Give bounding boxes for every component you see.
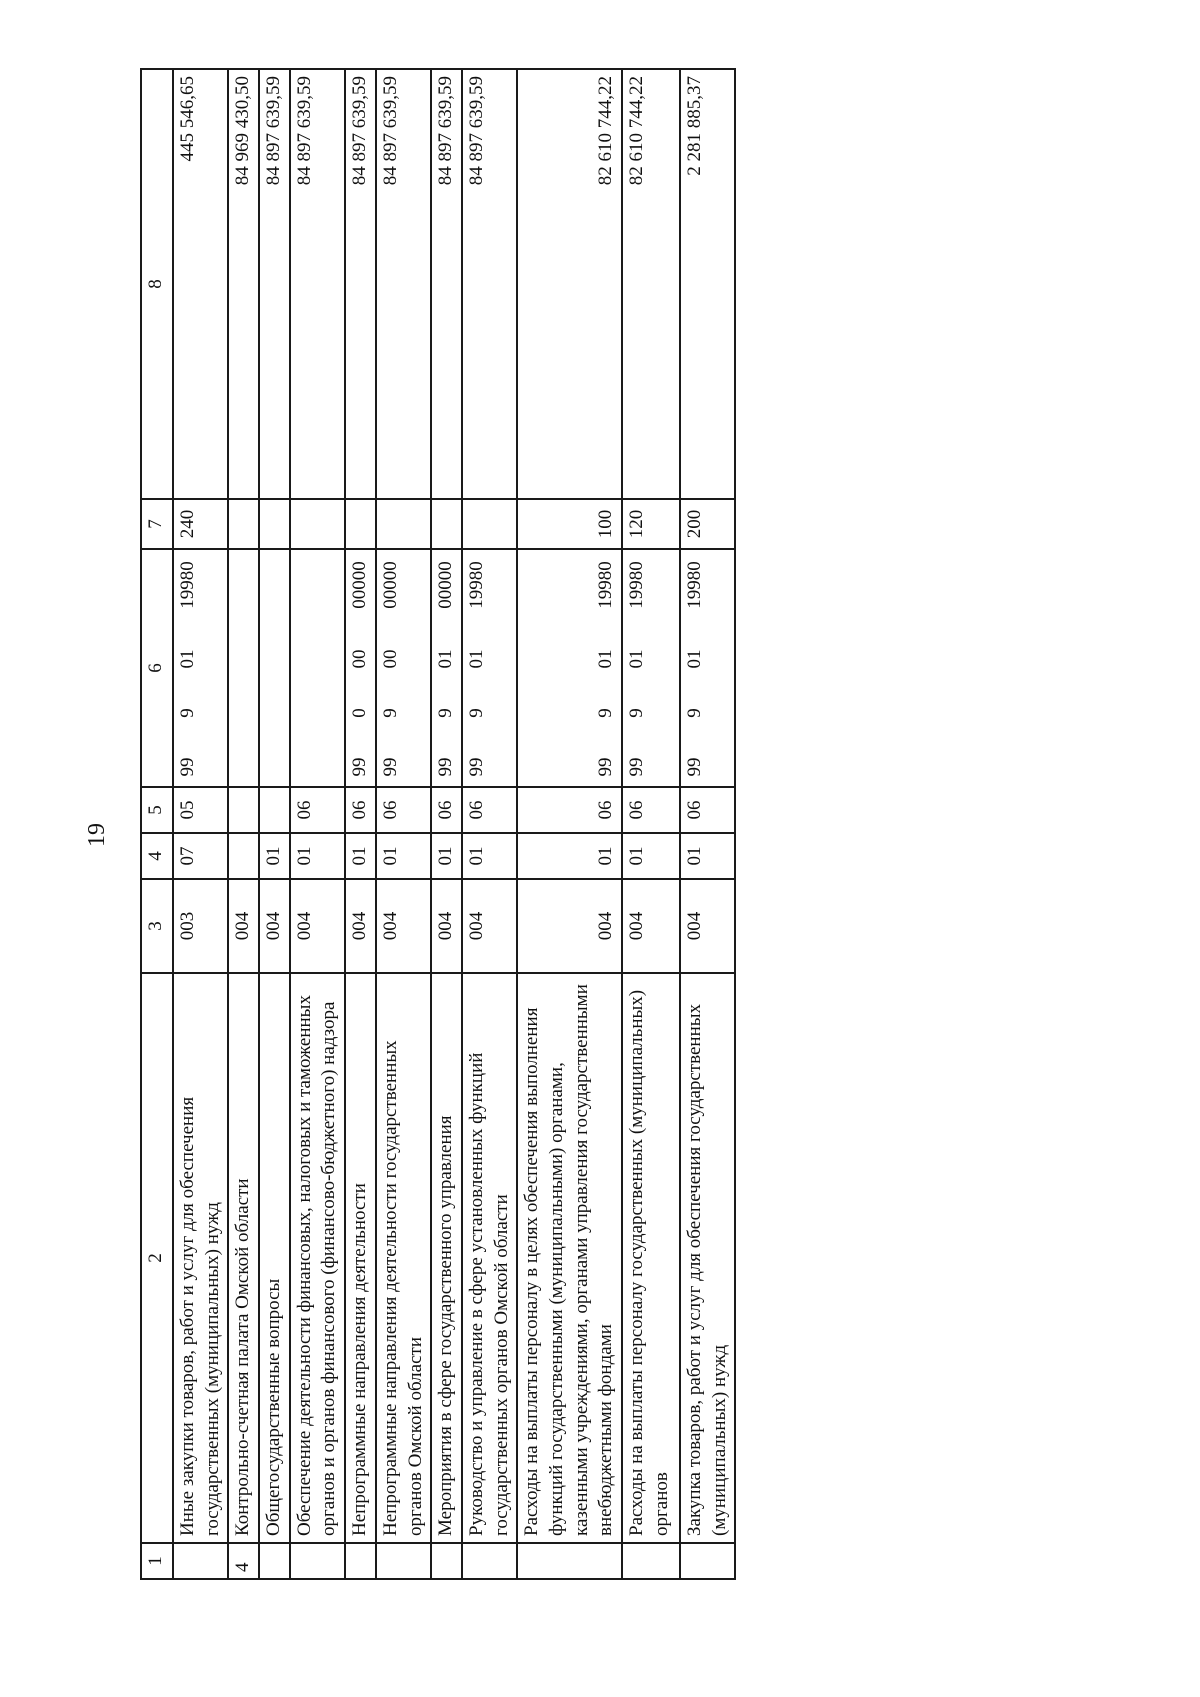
row-code-subsection: 05 xyxy=(173,787,228,833)
row-target-article xyxy=(376,549,431,787)
target-article-part-1: 99 xyxy=(465,757,487,777)
row-number xyxy=(462,1543,517,1579)
target-article-part-3: 01 xyxy=(177,649,198,669)
row-code-subsection: 06 xyxy=(622,787,680,833)
row-expense-type: 120 xyxy=(622,499,680,549)
row-amount: 84 897 639,59 xyxy=(431,69,462,499)
target-article-part-2: 9 xyxy=(379,708,401,718)
row-code-subsection xyxy=(228,787,259,833)
row-code-ministry: 004 xyxy=(431,879,462,973)
rotated-page-content xyxy=(140,70,736,1580)
row-amount: 84 897 639,59 xyxy=(259,69,290,499)
row-code-subsection: 06 xyxy=(290,787,345,833)
row-amount: 445 546,65 xyxy=(173,69,228,499)
table-row xyxy=(462,69,517,1579)
row-code-ministry: 004 xyxy=(290,879,345,973)
header-col-8: 8 xyxy=(141,69,173,499)
row-code-ministry: 004 xyxy=(622,879,680,973)
row-name: Общегосударственные вопросы xyxy=(259,973,290,1543)
row-expense-type: 200 xyxy=(680,499,735,549)
row-code-ministry: 004 xyxy=(376,879,431,973)
row-code-ministry: 003 xyxy=(173,879,228,973)
row-code-section: 01 xyxy=(462,833,517,879)
table-row xyxy=(290,69,345,1579)
target-article-part-4: 19980 xyxy=(177,561,198,609)
row-amount: 82 610 744,22 xyxy=(517,69,622,499)
target-article-part-4: 19980 xyxy=(595,561,617,609)
header-row xyxy=(141,69,173,1579)
target-article-part-3: 01 xyxy=(684,649,705,669)
row-amount: 84 897 639,59 xyxy=(462,69,517,499)
row-target-article xyxy=(259,549,290,787)
table-row xyxy=(622,69,680,1579)
row-name: Иные закупки товаров, работ и услуг для обеспечения государственных (муниципальных) нужд xyxy=(173,973,228,1543)
header-col-2: 2 xyxy=(141,973,173,1543)
table-row xyxy=(517,69,622,1579)
row-target-article xyxy=(173,549,228,787)
row-code-ministry: 004 xyxy=(228,879,259,973)
target-article-part-3: 00 xyxy=(349,649,371,669)
row-number xyxy=(376,1543,431,1579)
row-amount: 84 969 430,50 xyxy=(228,69,259,499)
target-article-part-3: 01 xyxy=(595,649,617,669)
header-col-7: 7 xyxy=(141,499,173,549)
target-article-part-3: 01 xyxy=(465,649,487,669)
target-article-part-2: 9 xyxy=(684,708,705,718)
target-article-part-3: 00 xyxy=(379,649,401,669)
budget-table xyxy=(140,68,736,1580)
row-expense-type xyxy=(259,499,290,549)
row-name: Расходы на выплаты персоналу в целях обеспечения выполнения функций государственными (муниципальными) органами, казенными учреждениями, органами управления государственными внебюджетными фондами xyxy=(517,973,622,1543)
row-target-article xyxy=(517,549,622,787)
row-expense-type xyxy=(228,499,259,549)
target-article-part-2: 9 xyxy=(465,708,487,718)
header-col-4: 4 xyxy=(141,833,173,879)
row-number xyxy=(173,1543,228,1579)
row-expense-type: 100 xyxy=(517,499,622,549)
row-number: 4 xyxy=(228,1543,259,1579)
row-expense-type xyxy=(462,499,517,549)
target-article-part-2: 9 xyxy=(595,708,617,718)
row-name: Мероприятия в сфере государственного управления xyxy=(431,973,462,1543)
row-code-section: 01 xyxy=(259,833,290,879)
row-expense-type xyxy=(376,499,431,549)
row-code-section: 01 xyxy=(345,833,376,879)
target-article-part-3: 01 xyxy=(626,649,647,669)
row-name: Обеспечение деятельности финансовых, налоговых и таможенных органов и органов финансового (финансово-бюджетного) надзора xyxy=(290,973,345,1543)
row-number xyxy=(259,1543,290,1579)
row-code-subsection: 06 xyxy=(431,787,462,833)
table-row xyxy=(228,69,259,1579)
target-article-part-1: 99 xyxy=(349,757,371,777)
row-code-section: 01 xyxy=(517,833,622,879)
row-number xyxy=(431,1543,462,1579)
row-number xyxy=(345,1543,376,1579)
row-code-section: 01 xyxy=(431,833,462,879)
row-expense-type xyxy=(431,499,462,549)
target-article-part-1: 99 xyxy=(435,757,457,777)
target-article-part-4: 19980 xyxy=(626,561,647,609)
target-article-part-2: 9 xyxy=(626,708,647,718)
row-amount: 2 281 885,37 xyxy=(680,69,735,499)
row-amount: 84 897 639,59 xyxy=(376,69,431,499)
row-amount: 82 610 744,22 xyxy=(622,69,680,499)
target-article-part-1: 99 xyxy=(626,757,647,777)
table-row xyxy=(431,69,462,1579)
target-article-part-3: 01 xyxy=(435,649,457,669)
row-expense-type xyxy=(345,499,376,549)
row-code-subsection: 06 xyxy=(376,787,431,833)
row-code-section: 01 xyxy=(290,833,345,879)
table-row xyxy=(259,69,290,1579)
row-name: Закупка товаров, работ и услуг для обеспечения государственных (муниципальных) нужд xyxy=(680,973,735,1543)
row-code-ministry: 004 xyxy=(680,879,735,973)
row-code-ministry: 004 xyxy=(462,879,517,973)
table-row xyxy=(680,69,735,1579)
row-code-section: 01 xyxy=(376,833,431,879)
header-col-3: 3 xyxy=(141,879,173,973)
target-article-part-4: 19980 xyxy=(684,561,705,609)
target-article-part-4: 00000 xyxy=(349,561,371,609)
row-code-ministry: 004 xyxy=(517,879,622,973)
target-article-part-4: 19980 xyxy=(465,561,487,609)
row-name: Непрограммные направления деятельности xyxy=(345,973,376,1543)
row-name: Руководство и управление в сфере установленных функций государственных органов Омской области xyxy=(462,973,517,1543)
target-article-part-1: 99 xyxy=(379,757,401,777)
header-col-1: 1 xyxy=(141,1543,173,1579)
target-article-part-2: 9 xyxy=(177,708,198,718)
row-target-article xyxy=(345,549,376,787)
row-code-section: 07 xyxy=(173,833,228,879)
row-target-article xyxy=(462,549,517,787)
row-number xyxy=(290,1543,345,1579)
row-code-section xyxy=(228,833,259,879)
row-code-subsection: 06 xyxy=(345,787,376,833)
header-col-6: 6 xyxy=(141,549,173,787)
row-name: Расходы на выплаты персоналу государственных (муниципальных) органов xyxy=(622,973,680,1543)
row-name: Непрограммные направления деятельности государственных органов Омской области xyxy=(376,973,431,1543)
row-code-ministry: 004 xyxy=(259,879,290,973)
row-expense-type: 240 xyxy=(173,499,228,549)
target-article-part-1: 99 xyxy=(684,757,705,777)
row-name: Контрольно-счетная палата Омской области xyxy=(228,973,259,1543)
row-amount: 84 897 639,59 xyxy=(290,69,345,499)
target-article-part-4: 00000 xyxy=(379,561,401,609)
row-code-section: 01 xyxy=(680,833,735,879)
target-article-part-4: 00000 xyxy=(435,561,457,609)
table-row xyxy=(345,69,376,1579)
row-code-subsection xyxy=(259,787,290,833)
row-target-article xyxy=(622,549,680,787)
row-target-article xyxy=(290,549,345,787)
table-row xyxy=(376,69,431,1579)
row-code-ministry: 004 xyxy=(345,879,376,973)
row-target-article xyxy=(431,549,462,787)
row-number xyxy=(517,1543,622,1579)
target-article-part-1: 99 xyxy=(177,757,198,777)
row-code-subsection: 06 xyxy=(680,787,735,833)
row-code-section: 01 xyxy=(622,833,680,879)
row-code-subsection: 06 xyxy=(462,787,517,833)
row-amount: 84 897 639,59 xyxy=(345,69,376,499)
target-article-part-1: 99 xyxy=(595,757,617,777)
target-article-part-2: 0 xyxy=(349,708,371,718)
row-target-article xyxy=(228,549,259,787)
row-number xyxy=(680,1543,735,1579)
row-expense-type xyxy=(290,499,345,549)
target-article-part-2: 9 xyxy=(435,708,457,718)
header-col-5: 5 xyxy=(141,787,173,833)
table-row xyxy=(173,69,228,1579)
row-number xyxy=(622,1543,680,1579)
row-target-article xyxy=(680,549,735,787)
page-number: 19 xyxy=(84,823,110,847)
row-code-subsection: 06 xyxy=(517,787,622,833)
